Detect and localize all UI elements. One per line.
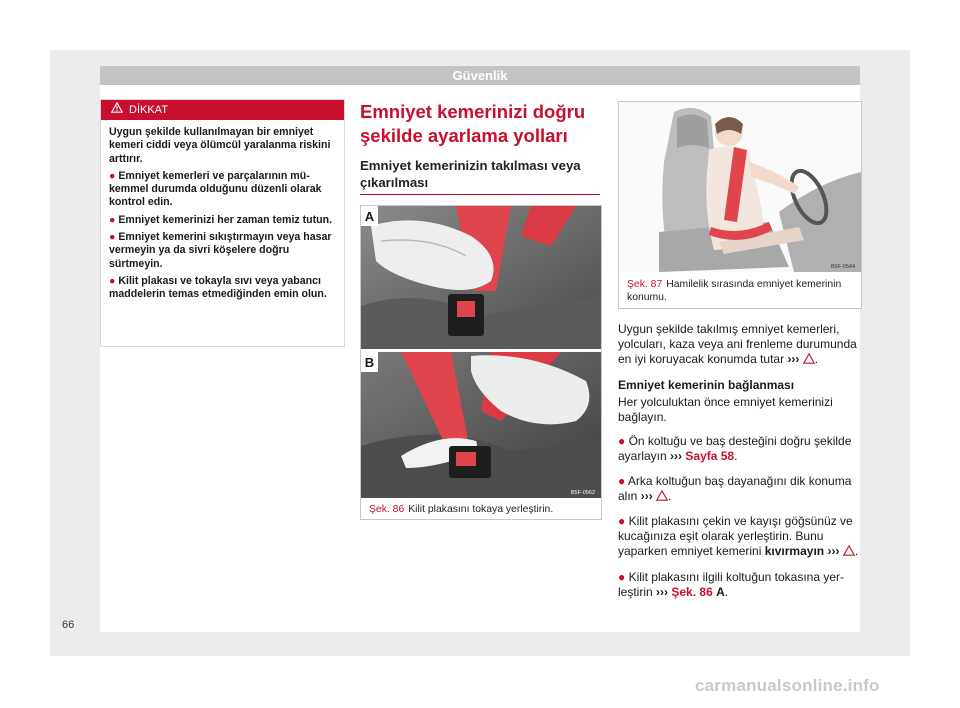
reference-arrow: ››› — [670, 449, 683, 464]
list-item: ● Kilit plakasını ilgili koltuğun tokasına yerleştirin ››› Şek. 86 A. — [618, 569, 845, 599]
warning-label: DİKKAT — [129, 104, 168, 116]
body-text — [618, 322, 860, 609]
warning-triangle-icon — [111, 100, 123, 120]
paragraph: Her yolculuktan önce emniyet kemerinizi bağlayın. — [618, 394, 833, 425]
subtitle-divider — [360, 194, 600, 195]
panel-label-b: B — [364, 355, 375, 370]
list-item: ● Arka koltuğun baş dayanağını dik konuma alın ››› . — [618, 474, 860, 505]
panel-label-a: A — [364, 209, 375, 224]
subheading: Emniyet kemerinin bağlanması — [618, 377, 795, 392]
figure-86-caption: Şek. 86 Kilit plakasını tokaya yerleştirin. — [369, 504, 554, 515]
list-item: ● Kilit plakasını çekin ve kayışı göğsünüz ve kucağınıza eşit olarak yerleştirin. Bunu yaparken emniyet kemerini kıvırmayın ››› . — [618, 514, 860, 561]
reference-arrow: ››› — [827, 544, 840, 559]
figure-label: Şek. 86 — [369, 504, 405, 515]
figure-86 — [360, 205, 602, 520]
warning-triangle-icon — [843, 545, 855, 560]
warning-item: ● Emniyet kemerini sıkıştırmayın veya hasar vermeyin ya da sivri köşelere doğru sürtmeyin. — [109, 231, 332, 270]
bullet-icon: ● — [109, 231, 119, 244]
section-title: Emniyet kemerinizi doğru şekilde ayarlama yolları — [360, 101, 586, 146]
page-number: 66 — [62, 619, 75, 631]
warning-item: ● Kilit plakası ve tokayla sıvı veya yabancı maddelerin temas etmediğinden emin olun. — [109, 274, 327, 301]
warning-box — [100, 99, 345, 347]
reference-arrow: ››› — [787, 352, 800, 367]
figure-86-illustration — [361, 206, 601, 498]
figure-87-illustration — [619, 102, 861, 272]
section-subtitle: Emniyet kemerinizin takılması veya çıkarılması — [360, 158, 581, 190]
figure-code: B5F-0562 — [570, 490, 595, 496]
warning-item: ● Emniyet kemerinizi her zaman temiz tutun. — [109, 213, 333, 226]
section-header: Güvenlik — [100, 66, 860, 85]
bullet-icon: ● — [618, 434, 626, 449]
figure-reference-link[interactable]: Şek. 86 — [671, 584, 713, 599]
warning-body — [101, 120, 344, 302]
figure-87 — [618, 101, 862, 309]
bullet-icon: ● — [109, 169, 119, 182]
warning-intro: Uygun şekilde kullanılmayan bir emniyet kemeri ciddi veya ölümcül yaralanma riskini arttırır. — [109, 126, 331, 165]
warning-triangle-icon — [803, 353, 815, 368]
figure-label: Şek. 87 — [627, 279, 663, 290]
bullet-icon: ● — [618, 569, 626, 584]
bullet-icon: ● — [618, 473, 626, 488]
watermark: carmanualsonline.info — [695, 676, 880, 695]
bullet-icon: ● — [618, 514, 626, 529]
reference-arrow: ››› — [656, 584, 669, 599]
page-reference-link[interactable]: Sayfa 58 — [685, 449, 735, 464]
bullet-icon: ● — [109, 274, 119, 287]
warning-header — [101, 100, 344, 120]
warning-triangle-icon — [656, 490, 668, 505]
bullet-icon: ● — [109, 213, 119, 226]
figure-code: B5F-0544 — [830, 264, 855, 270]
intro-paragraph: Uygun şekilde takılmış emniyet kemerleri, yolcuları, kaza veya ani frenleme durumunda en iyi koruyacak konumda tutar ››› . — [618, 322, 860, 369]
warning-item: ● Emniyet kemerleri ve parçalarının mükemmel durumda olduğunu düzenli olarak kontrol edin. — [109, 169, 322, 209]
list-item: ● Ön koltuğu ve baş desteğini doğru şekilde ayarlayın ››› Sayfa 58. — [618, 434, 852, 464]
figure-87-caption: Şek. 87 Hamilelik sırasında emniyet kemerinin konumu. — [627, 279, 842, 303]
reference-arrow: ››› — [640, 488, 653, 503]
